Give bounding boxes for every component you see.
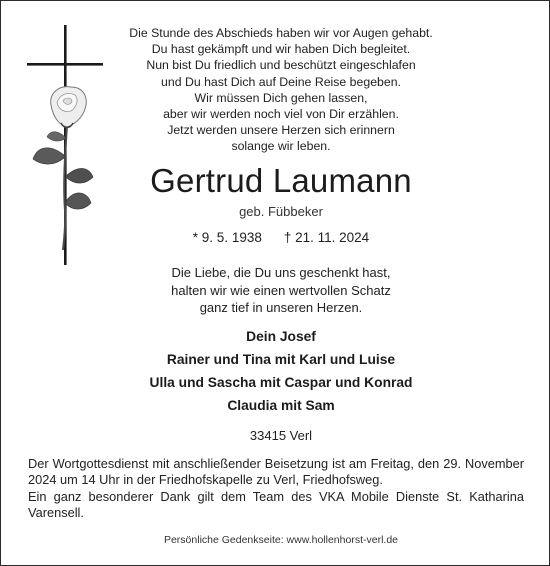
rose-leaf-small (47, 132, 65, 141)
poem-line: Du hast gekämpft und wir haben Dich begleitet. (151, 42, 411, 57)
poem-line: und Du hast Dich auf Deine Reise begeben. (161, 74, 401, 89)
rose-leaf-right-top (67, 168, 93, 183)
poem-line: solange wir leben. (231, 139, 331, 154)
verse-line: Die Liebe, die Du uns geschenkt hast, (171, 265, 391, 280)
poem (111, 25, 451, 155)
rose-leaf-left (33, 148, 64, 164)
life-dates (101, 230, 461, 246)
cross-horizontal-beam (27, 63, 103, 66)
birth-date: * 9. 5. 1938 (192, 230, 262, 245)
mourner-line: Rainer und Tina mit Karl und Luise (166, 352, 396, 367)
cross-and-rose-icon (27, 25, 107, 265)
rose-leaf-right-bottom (66, 193, 91, 209)
birth-name: geb. Fübbeker (239, 204, 323, 219)
verse (101, 264, 461, 317)
service-text: Der Wortgottesdienst mit anschließender Beisetzung ist am Freitag, den 29. November 2024 um 14 Uhr in der Friedhofskapelle zu Verl, Friedhofsweg. (28, 456, 524, 488)
mourners-list (91, 325, 471, 417)
thanks-text: Ein ganz besonderer Dank gilt dem Team des VKA Mobile Dienste St. Katharina Varensell. (28, 488, 524, 521)
memorial-page-link[interactable]: Persönliche Gedenkseite: www.hollenhorst-verl.de (163, 534, 399, 546)
poem-line: aber wir werden noch viel von Dir erzählen. (163, 107, 399, 122)
poem-line: Nun bist Du friedlich und beschützt eingeschlafen (146, 58, 416, 73)
mourner-line: Dein Josef (246, 329, 316, 344)
mourner-line: Ulla und Sascha mit Caspar und Konrad (149, 375, 413, 390)
service-info (28, 456, 524, 522)
poem-line: Jetzt werden unsere Herzen sich erinnern (167, 123, 395, 138)
verse-line: ganz tief in unseren Herzen. (199, 300, 363, 315)
verse-line: halten wir wie einen wertvollen Schatz (171, 282, 391, 298)
place: 33415 Verl (249, 428, 313, 443)
poem-line: Wir müssen Dich gehen lassen, (194, 90, 368, 105)
deceased-name: Gertrud Laumann (150, 162, 412, 199)
mourner-line: Claudia mit Sam (227, 398, 335, 413)
death-date: † 21. 11. 2024 (283, 230, 370, 245)
poem-line: Die Stunde des Abschieds haben wir vor Augen gehabt. (129, 26, 433, 40)
